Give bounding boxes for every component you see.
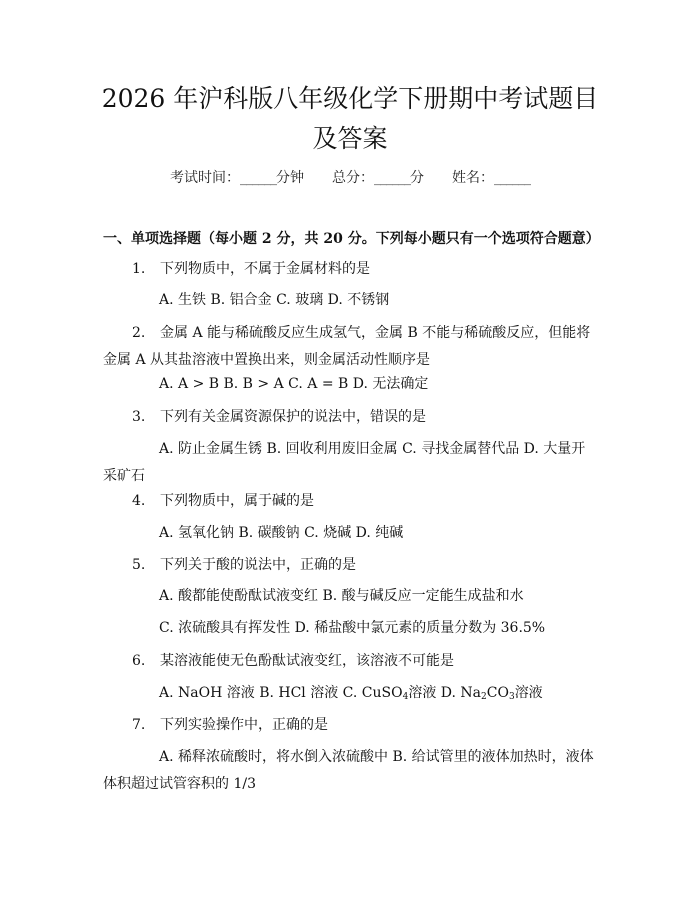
question-stem [103, 552, 599, 579]
question-text: 金属 A 能与稀硫酸反应生成氢气，金属 B 不能与稀硫酸反应，但能将金属 A 从其盐溶液中置换出来，则金属活动性顺序是 [103, 325, 591, 368]
question-options: A. 稀释浓硫酸时，将水倒入浓硫酸中 B. 给试管里的液体加热时，液体体积超过试管容积的 1/3 [103, 749, 594, 792]
title-line-1: 2026 年沪科版八年级化学下册期中考试题目 [101, 84, 599, 113]
question-number: 7. [132, 717, 146, 733]
question-number: 1. [132, 261, 146, 277]
question-stem [103, 712, 599, 739]
name-label: 姓名： [452, 170, 494, 186]
question-options [103, 680, 599, 707]
time-unit: 分钟 [276, 170, 304, 186]
question-options: A. 防止金属生锈 B. 回收利用废旧金属 C. 寻找金属替代品 D. 大量开采矿石 [103, 441, 586, 484]
question-text: 下列物质中，不属于金属材料的是 [160, 261, 370, 277]
score-blank: ______ [374, 170, 410, 186]
question-options: A. A > B B. B > A C. A = B D. 无法确定 [159, 376, 429, 392]
question-number: 6. [132, 653, 146, 669]
time-label: 考试时间： [170, 170, 240, 186]
name-blank: ______ [494, 170, 530, 186]
page-title [0, 79, 700, 159]
question-number: 3. [132, 409, 146, 425]
option-text: 溶液 D. Na [408, 685, 482, 701]
question-number: 4. [132, 493, 146, 509]
question-options: A. 酸都能使酚酞试液变红 B. 酸与碱反应一定能生成盐和水 [159, 588, 524, 604]
question-options-2: C. 浓硫酸具有挥发性 D. 稀盐酸中氯元素的质量分数为 36.5% [159, 620, 546, 636]
exam-meta [0, 166, 700, 190]
question-stem [103, 488, 599, 515]
question-options: A. 生铁 B. 铝合金 C. 玻璃 D. 不锈钢 [159, 292, 390, 308]
time-blank: ______ [240, 170, 276, 186]
score-label: 总分： [332, 170, 374, 186]
question-text: 下列有关金属资源保护的说法中，错误的是 [160, 409, 426, 425]
question-text: 下列实验操作中，正确的是 [160, 717, 328, 733]
subscript: 2 [481, 692, 487, 702]
question-text: 下列关于酸的说法中，正确的是 [160, 557, 356, 573]
question-stem [103, 648, 599, 675]
question-stem [103, 256, 599, 283]
option-text: A. NaOH 溶液 B. HCl 溶液 C. CuSO [159, 685, 403, 701]
title-line-2: 及答案 [312, 124, 388, 153]
question-options: A. 氢氧化钠 B. 碳酸钠 C. 烧碱 D. 纯碱 [159, 525, 404, 541]
subscript: 4 [402, 692, 409, 702]
subscript: 3 [508, 692, 515, 702]
option-text: 溶液 [514, 685, 543, 701]
score-unit: 分 [410, 170, 424, 186]
question-text: 下列物质中，属于碱的是 [160, 493, 314, 509]
question-text: 某溶液能使无色酚酞试液变红，该溶液不可能是 [160, 653, 454, 669]
option-text: CO [486, 685, 509, 701]
question-number: 5. [132, 557, 146, 573]
question-stem [103, 320, 599, 374]
question-stem [103, 404, 599, 431]
section-heading: 一、单项选择题（每小题 2 分，共 20 分。下列每小题只有一个选项符合题意） [103, 231, 600, 247]
question-number: 2. [132, 325, 146, 341]
